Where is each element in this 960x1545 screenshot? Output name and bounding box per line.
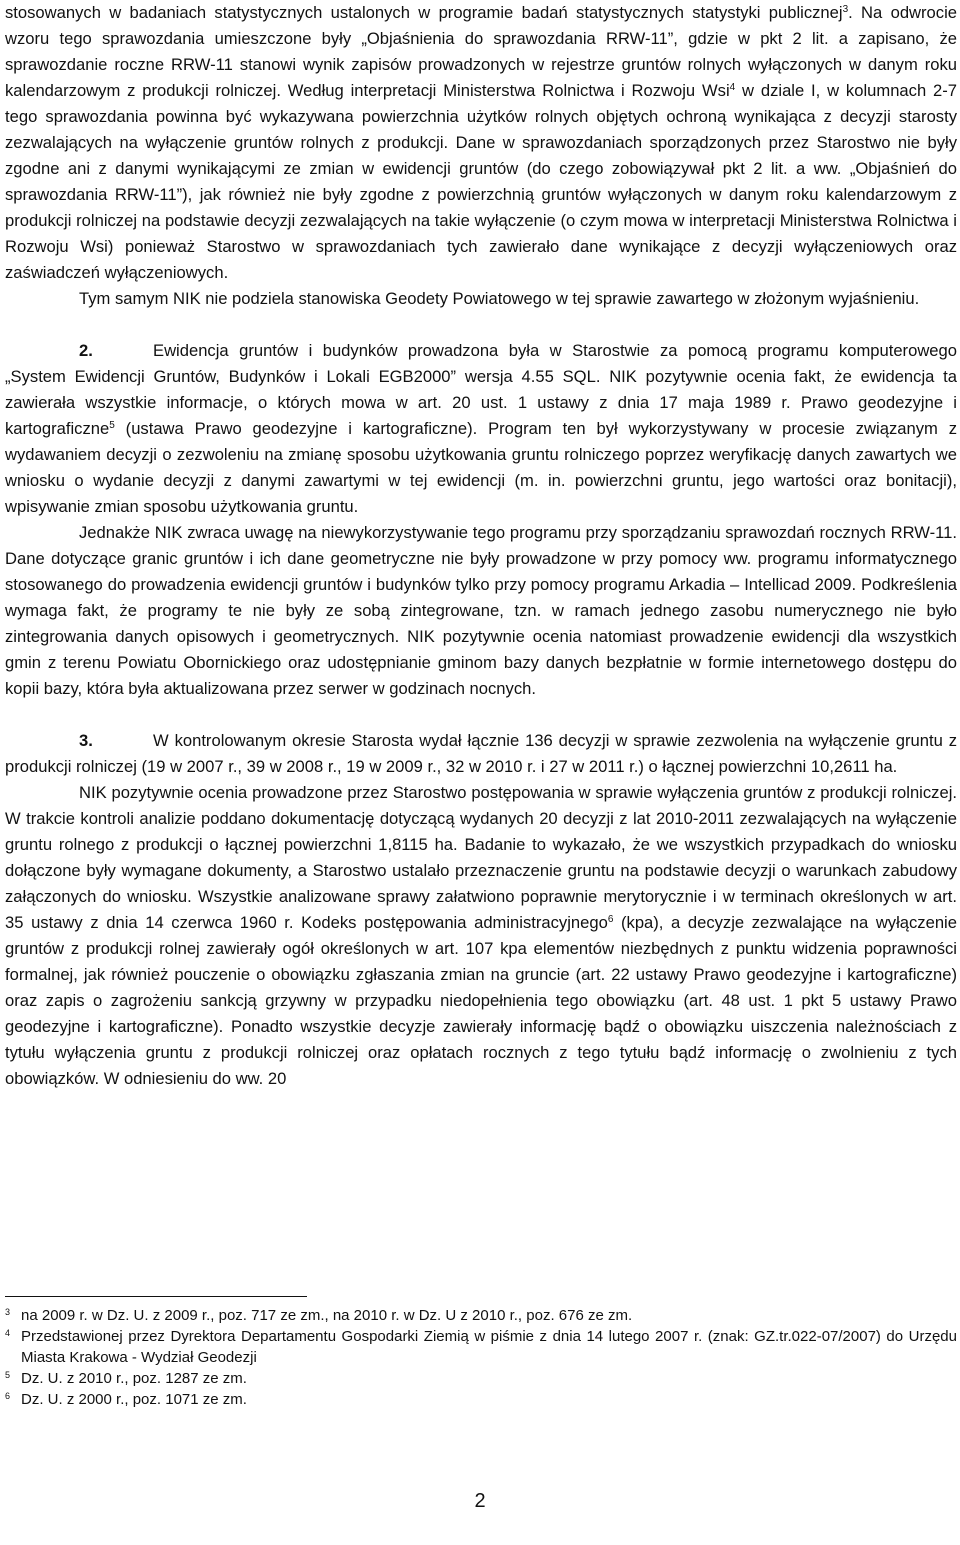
footnote-reference: 3 <box>842 4 849 15</box>
text-run: (ustawa Prawo geodezyjne i kartograficzne). Program ten był wykorzystywany w procesie związanym z wydawaniem decyzji o zezwoleniu na zmianę sposobu użytkowania gruntu rolniczego poprzez weryfikację danych zawartych we wniosku o wydanie decyzji z danymi zawartymi w tej ewidencji (m. in. powierzchni gruntu, jego wartości oraz bonitacji), wpisywanie zmian sposobu użytkowania gruntu. <box>5 419 957 516</box>
section-2-land-register-software <box>5 338 957 520</box>
text-run: stosowanych w badaniach statystycznych ustalonych w programie badań statystycznych statystyki publicznej <box>5 3 843 22</box>
section-3-exclusion-decisions <box>5 728 957 780</box>
footnote-4: $^4$ Przedstawionej przez Dyrektora Departamentu Gospodarki Ziemią w piśmie z dnia 14 lutego 2007 r. (znak: GZ.tr.022-07/2007) do Urzędu Miasta Krakowa - Wydział Geodezji <box>5 1328 957 1366</box>
page-number: 2 <box>474 1490 486 1512</box>
text-run: W kontrolowanym okresie Starosta wydał łącznie 136 decyzji w sprawie zezwolenia na wyłączenie gruntu z produkcji rolniczej (19 w 2007 r., 39 w 2008 r., 19 w 2009 r., 32 w 2010 r. i 27 w 2011 r.) o łącznej powierzchni 10,2611 ha. <box>5 731 957 776</box>
footnote-reference: 6 <box>607 914 614 925</box>
footnote-reference: 4 <box>729 82 736 93</box>
footnote-3: $^3$ na 2009 r. w Dz. U. z 2009 r., poz. 717 ze zm., na 2010 r. w Dz. U z 2010 r., poz. 676 ze zm. <box>5 1307 633 1324</box>
text-run: w dziale I, w kolumnach 2-7 tego sprawozdania powinna być wykazywana powierzchnia użytków rolnych objętych ochroną wynikająca z decyzji starosty zezwalających na wyłączenie gruntów rolnych z produkcji. Dane w sprawozdaniach sporządzonych przez Starostwo nie były zgodne ani z danymi wynikającymi ze zmian w ewidencji gruntów (do czego zobowiązywał pkt 2 lit. a ww. „Objaśnień do sprawozdania RRW-11”), jak również nie były zgodne z powierzchnią gruntów wyłączonych w danym roku kalendarzowym z produkcji rolniczej na podstawie decyzji zezwalających na takie wyłączenie (o czym mowa w interpretacji Ministerstwa Rolnictwa i Rozwoju Wsi) ponieważ Starostwo w sprawozdaniach tych zawierało dane wynikające z decyzji wyłączeniowych oraz zaświadczeń wyłączeniowych. <box>5 81 957 282</box>
text-run: . Na odwrocie wzoru tego sprawozdania umieszczone były „Objaśnienia do sprawozdania RRW-11”, gdzie w pkt 2 lit. a zapisano, że sprawozdanie roczne RRW-11 stanowi wynik zapisów prowadzonych w rejestrze gruntów rolnych wyłączonych w danym roku kalendarzowym z produkcji rolniczej. Według interpretacji Ministerstwa Rolnictwa i Rozwoju Wsi <box>5 3 957 100</box>
paragraph-nik-position <box>5 286 957 312</box>
document-body <box>5 0 957 1092</box>
footnote-6: $^6$ Dz. U. z 2000 r., poz. 1071 ze zm. <box>5 1391 247 1408</box>
text-run: Tym samym NIK nie podziela stanowiska Geodety Powiatowego w tej sprawie zawartego w złożonym wyjaśnieniu. <box>79 289 920 308</box>
text-run: NIK pozytywnie ocenia prowadzone przez Starostwo postępowania w sprawie wyłączenia gruntów z produkcji rolniczej. W trakcie kontroli analizie poddano dokumentację dotyczącą wydanych 20 decyzji z lat 2010-2011 zezwalających na wyłączenie gruntu rolnego z produkcji o łącznej powierzchni 1,8115 ha. Badanie to wykazało, że we wszystkich przypadkach do wniosku dołączone były wymagane dokumenty, a Starostwo ustalało przeznaczenie gruntu na podstawie decyzji o warunkach zabudowy załączonych do wniosku. Wszystkie analizowane sprawy załatwiono poprawnie merytorycznie i w terminach określonych w art. 35 ustawy z dnia 14 czerwca 1960 r. Kodeks postępowania administracyjnego <box>5 783 957 932</box>
footnote-reference: 5 <box>109 420 115 431</box>
text-run: Jednakże NIK zwraca uwagę na niewykorzystywanie tego programu przy sporządzaniu sprawozdań rocznych RRW-11. Dane dotyczące granic gruntów i ich dane geometryczne nie były prowadzone w przy pomocy ww. programu informatycznego stosowanego do prowadzenia ewidencji gruntów i budynków tylko przy pomocy programu Arkadia – Intellicad 2009. Podkreślenia wymaga fakt, że programy te nie były ze sobą zintegrowane, tzn. w ramach jednego zasobu numerycznego nie było zintegrowania danych opisowych i geometrycznych. NIK pozytywnie ocenia natomiast prowadzenie ewidencji dla wszystkich gmin z terenu Powiatu Obornickiego oraz udostępnianie gminom bazy danych bezpłatnie w formie internetowego dostępu do kopii bazy, która była aktualizowana przez serwer w godzinach nocnych. <box>5 523 957 698</box>
text-run: Ewidencja gruntów i budynków prowadzona była w Starostwie za pomocą programu komputerowego „System Ewidencji Gruntów, Budynków i Lokali EGB2000” wersja 4.55 SQL. NIK pozytywnie ocenia fakt, że ewidencja ta zawierała wszystkie informacje, o których mowa w art. 20 ust. 1 ustawy z dnia 17 maja 1989 r. Prawo geodezyjne i kartograficzne <box>5 341 957 438</box>
section-number: 2. <box>79 341 93 360</box>
text-run: (kpa), a decyzje zezwalające na wyłączenie gruntów z produkcji rolnej zawierały ogół określonych w art. 107 kpa elementów niezbędnych z punktu widzenia poprawności formalnej, jak również pouczenie o obowiązku zgłaszania zmian na gruncie (art. 22 ustawy Prawo geodezyjne i kartograficzne) oraz zapis o zagrożeniu sankcją grzywny w przypadku niedopełnienia tego obowiązku (art. 48 ust. 1 pkt 5 ustawy Prawo geodezyjne i kartograficzne). Ponadto wszystkie decyzje zawierały informację bądź o obowiązku uiszczenia należnościach z tytułu wyłączenia gruntu z produkcji rolniczej oraz opłatach rocznych z tego tytułu bądź informację o zwolnieniu z tych obowiązków. W odniesieniu do ww. 20 <box>5 913 957 1088</box>
section-number: 3. <box>79 731 93 750</box>
footnotes <box>5 1296 957 1410</box>
footnote-separator <box>5 1296 307 1297</box>
paragraph-decision-review <box>5 780 957 1092</box>
paragraph-statistics-report <box>5 0 957 286</box>
footnote-5: $^5$ Dz. U. z 2010 r., poz. 1287 ze zm. <box>5 1370 247 1387</box>
paragraph-software-integration <box>5 520 957 702</box>
